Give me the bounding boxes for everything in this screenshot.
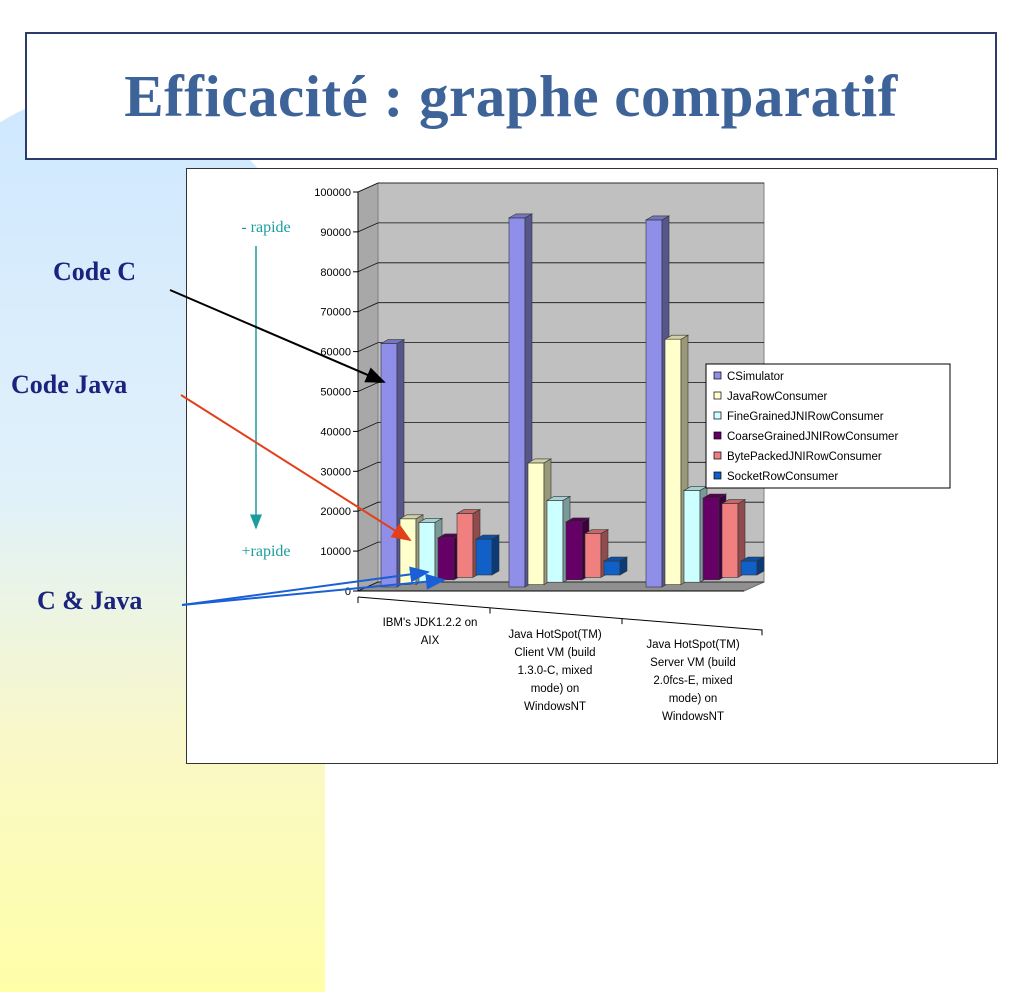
x-category-label-line: AIX (420, 635, 440, 647)
x-category-label (646, 639, 739, 723)
bar (741, 557, 764, 575)
y-axis (314, 187, 358, 598)
bar-front (741, 561, 757, 575)
legend-label: SocketRowConsumer (727, 471, 839, 483)
bar-front (566, 522, 582, 580)
bar-front (528, 463, 544, 585)
bar (476, 535, 499, 575)
y-tick-label: 60000 (320, 346, 351, 359)
x-category-label-line: WindowsNT (524, 701, 586, 713)
legend-label: BytePackedJNIRowConsumer (727, 451, 882, 463)
bar-front (646, 220, 662, 587)
bar-front (703, 498, 719, 580)
y-tick-label: 90000 (320, 226, 351, 239)
faster-label: +rapide (241, 543, 291, 560)
x-category-label-line: WindowsNT (662, 711, 724, 723)
x-category-label-line: 1.3.0-C, mixed (517, 665, 593, 677)
legend-swatch (714, 472, 721, 479)
y-tick-label: 80000 (320, 266, 351, 279)
bar-front (604, 561, 620, 575)
y-tick-label: 40000 (320, 426, 351, 439)
x-axis (358, 591, 762, 723)
bar (604, 557, 627, 575)
legend-label: FineGrainedJNIRowConsumer (727, 411, 884, 423)
bar-front (457, 514, 473, 578)
y-tick-label: 10000 (320, 546, 351, 559)
bar-front (684, 490, 700, 582)
x-category-label-line: Server VM (build (650, 657, 736, 669)
x-category-label-line: IBM's JDK1.2.2 on (382, 617, 478, 629)
legend-label: CoarseGrainedJNIRowConsumer (727, 431, 899, 443)
x-category-label-line: Java HotSpot(TM) (646, 639, 740, 651)
code-c-label: Code C (53, 257, 137, 286)
c-java-label: C & Java (37, 586, 143, 615)
x-category-label (508, 629, 601, 713)
slower-label: - rapide (241, 219, 291, 236)
y-tick-label: 30000 (320, 466, 351, 479)
code-java-label: Code Java (11, 370, 128, 399)
y-tick-label: 0 (344, 586, 351, 598)
bar-front (585, 534, 601, 578)
legend-swatch (714, 392, 721, 399)
legend-swatch (714, 372, 721, 379)
legend-swatch (714, 432, 721, 439)
page-title: Efficacité : graphe comparatif (124, 62, 898, 129)
y-tick-label: 50000 (320, 386, 351, 399)
bar-front (476, 539, 492, 575)
x-category-label-line: 2.0fcs-E, mixed (653, 675, 733, 687)
legend-label: JavaRowConsumer (727, 391, 828, 403)
x-category-label-line: Java HotSpot(TM) (508, 629, 602, 641)
bar-front (381, 344, 397, 587)
legend-swatch (714, 452, 721, 459)
y-tick-label: 100000 (314, 187, 351, 199)
x-category-label (383, 617, 478, 647)
y-tick-label: 20000 (320, 506, 351, 519)
chart-legend (706, 364, 950, 488)
x-category-label-line: mode) on (668, 693, 718, 705)
y-tick-label: 70000 (320, 306, 351, 319)
bar-front (438, 538, 454, 580)
bar-front (665, 339, 681, 584)
bar-front (722, 504, 738, 578)
legend-label: CSimulator (727, 371, 784, 383)
bar-side (492, 535, 499, 575)
bar-front (547, 500, 563, 582)
x-category-label-line: Client VM (build (514, 647, 596, 659)
legend-swatch (714, 412, 721, 419)
x-category-label-line: mode) on (530, 683, 580, 695)
code-c-arrow (170, 290, 384, 382)
bar-front (509, 218, 525, 587)
